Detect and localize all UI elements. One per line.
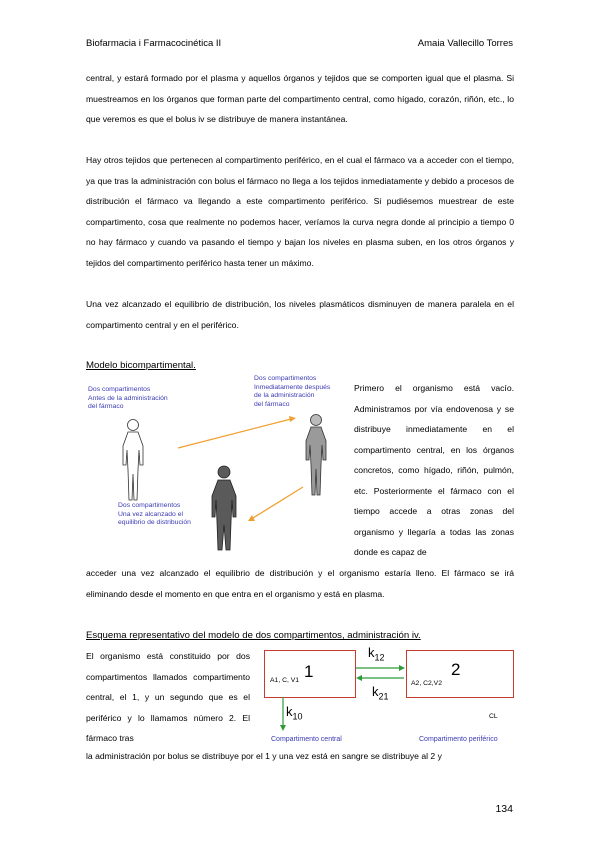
paragraph-2: Hay otros tejidos que pertenecen al compartimento periférico, en el cual el fármaco va a acceder con el tiempo, ya que tras la administración con bolus el fármaco no llega a los tejidos inmediatamente y debido a procesos de distribución el fármaco va llegando a este compartimento periférico. Si pudiésemos muestrear de este compartimento, cosa que realmente no podemos hacer, veríamos la curva negra donde al principio a tiempo 0 no hay fármaco y cuando va pasando el tiempo y bajan los niveles en plasma suben, en los otros órganos y tejidos del compartimento periférico hasta tener un máximo.: [86, 155, 514, 268]
compartment-1-label: A1, C, V1: [270, 677, 300, 684]
compartment-2-number: 2: [451, 660, 461, 679]
k10-label: $k_{10}$: [286, 704, 303, 722]
arrowhead-k12: [399, 665, 405, 671]
header-right: Amaia Vallecillo Torres: [417, 38, 513, 49]
figure-caption-equilibrium: Dos compartimentos Una vez alcanzado el equilibrio de distribución: [118, 502, 191, 527]
section1-full-text: acceder una vez alcanzado el equilibrio de distribución y el organismo estaría lleno. El fármaco se irá eliminando desde el momento en que entra en el organismo y está en plasma.: [86, 568, 514, 599]
compartment-2-label: A2, C2,V2: [411, 680, 442, 687]
central-compartment-label: Compartimento central: [271, 736, 342, 743]
header-left: Biofarmacia i Farmacocinética II: [86, 38, 222, 49]
section2-side-text: El organismo está constituido por dos compartimentos llamados compartimento central, el 1, y un segundo que es el periférico y lo llamamos número 2. El fármaco tras: [86, 651, 250, 743]
section-heading-esquema: Esquema representativo del modelo de dos compartimentos, administración iv.: [86, 630, 421, 641]
peripheral-compartment-label: Compartimento periférico: [419, 736, 498, 743]
section2-full-text: la administración por bolus se distribuye por el 1 y una vez está en sangre se distribuye al 2 y: [86, 751, 442, 761]
arrowhead-k10: [280, 725, 286, 731]
section1-side-text: Primero el organismo está vacío. Administramos por vía endovenosa y se distribuye inmediatamente en el compartimento central, en los órganos concretos, como hígado, riñón, pulmón, etc. Posteriormente el fármaco con el tiempo accede a otras zonas del organismo y llegaría a todas las zonas donde es capaz de: [354, 383, 514, 557]
paragraph-3: Una vez alcanzado el equilibrio de distribución, los niveles plasmáticos disminuyen de manera paralela en el compartimento central y en el periférico.: [86, 299, 514, 330]
paragraph-1: central, y estará formado por el plasma y aquellos órganos y tejidos que se comporten igual que el plasma. Si muestreamos en los órganos que forman parte del compartimento central, como hígado, corazón, riñón, etc., lo que veremos es que el bolus iv se distribuye de manera instantánea.: [86, 73, 514, 124]
compartment-1-number: 1: [304, 662, 314, 681]
k21-label: $k_{21}$: [372, 684, 389, 702]
page-number: 134: [495, 803, 513, 815]
figure-caption-before: Dos compartimentos Antes de la administración del fármaco: [88, 386, 168, 411]
k12-label: $k_{12}$: [368, 645, 385, 663]
arrowhead-k21: [356, 675, 362, 681]
section-heading-bicompartimental: Modelo bicompartimental.: [86, 360, 196, 371]
clearance-label: CL: [489, 713, 498, 720]
figure-caption-immediately-after: Dos compartimentos Inmediatamente después de la administración del fármaco: [254, 375, 331, 408]
